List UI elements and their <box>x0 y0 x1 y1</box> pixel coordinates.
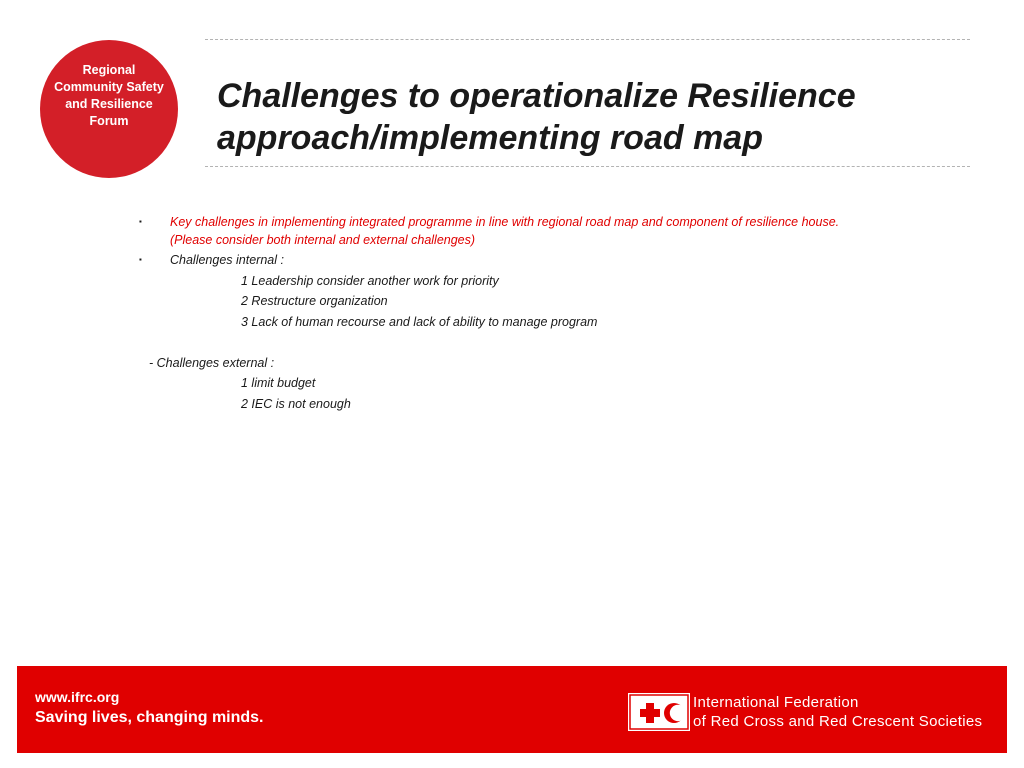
badge-line: Regional <box>82 63 136 77</box>
badge-line: Forum <box>89 114 129 128</box>
org-name-line2: of Red Cross and Red Crescent Societies <box>693 713 983 730</box>
top-divider <box>205 39 970 40</box>
bullet-marker: ▪ <box>139 217 142 226</box>
internal-item: 2 Restructure organization <box>241 294 388 308</box>
external-item: 1 limit budget <box>241 376 316 390</box>
internal-item: 3 Lack of human recourse and lack of ability to manage program <box>241 315 598 329</box>
title-line: approach/implementing road map <box>217 119 763 157</box>
key-challenges-note: (Please consider both internal and external challenges) <box>170 233 476 247</box>
title-divider <box>205 166 970 167</box>
footer-tagline: Saving lives, changing minds. <box>35 709 264 726</box>
ifrc-emblem-icon <box>629 694 689 730</box>
title-line: Challenges to operationalize Resilience <box>217 77 856 115</box>
footer-url-link[interactable]: www.ifrc.org <box>35 689 120 705</box>
bullet-marker: ▪ <box>139 255 142 264</box>
external-item: 2 IEC is not enough <box>241 397 351 411</box>
internal-heading: Challenges internal : <box>170 253 284 267</box>
external-heading: - Challenges external : <box>149 356 275 370</box>
badge-line: Community Safety <box>54 80 164 94</box>
forum-badge-text <box>44 62 174 130</box>
ifrc-logo <box>628 693 690 731</box>
internal-item: 1 Leadership consider another work for priority <box>241 274 499 288</box>
key-challenges-text: Key challenges in implementing integrated programme in line with regional road map and component of resilience house. <box>170 215 840 229</box>
footer-bar <box>17 666 1007 753</box>
badge-line: and Resilience <box>65 97 153 111</box>
slide-title <box>217 75 977 159</box>
org-name-line1: International Federation <box>693 694 859 711</box>
forum-badge <box>40 40 178 178</box>
